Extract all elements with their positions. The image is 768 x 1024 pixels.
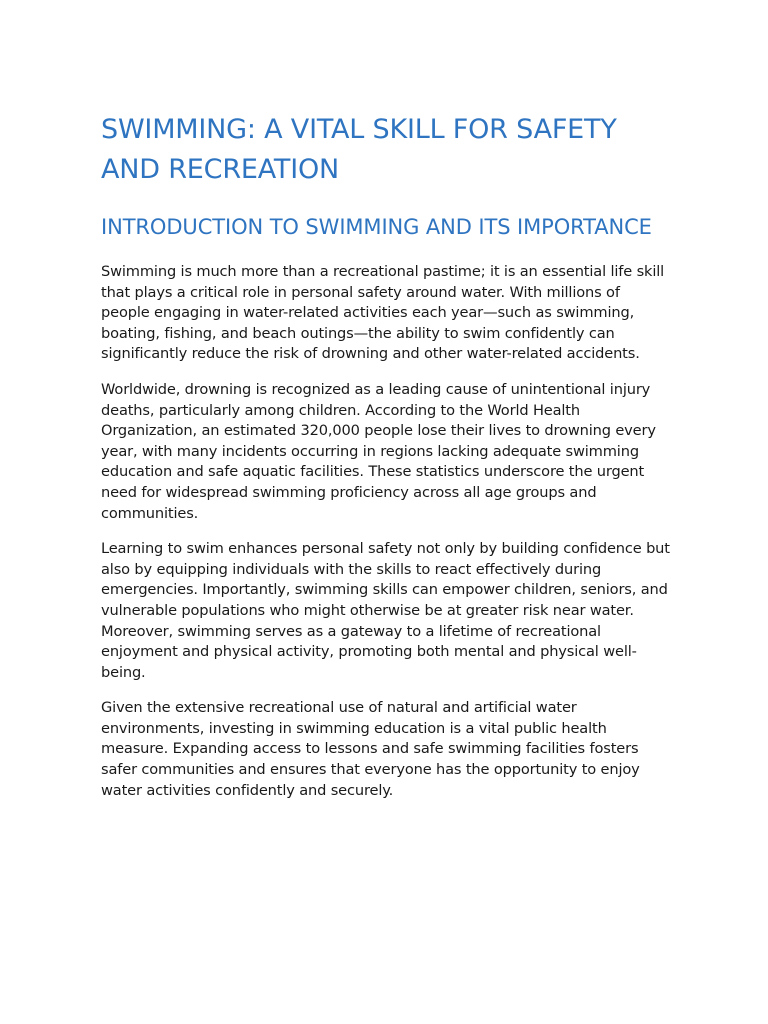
document-title: SWIMMING: A VITAL SKILL FOR SAFETY AND RECREATION (101, 114, 617, 185)
section-heading: INTRODUCTION TO SWIMMING AND ITS IMPORTANCE (101, 215, 652, 239)
paragraph-1: Swimming is much more than a recreational pastime; it is an essential life skill that plays a critical role in personal safety around water. With millions of people engaging in water-related activities each year—such as swimming, boating, fishing, and beach outings—the ability to swim confidently can significantly reduce the risk of drowning and other water-related accidents. (101, 263, 665, 363)
paragraph-3: Learning to swim enhances personal safety not only by building confidence but also by equipping individuals with the skills to react effectively during emergencies. Importantly, swimming skills can empower children, seniors, and vulnerable populations who might otherwise be at greater risk near water. Moreover, swimming serves as a gateway to a lifetime of recreational enjoyment and physical activity, promoting both mental and physical well-being. (101, 540, 670, 681)
document-body (101, 262, 671, 801)
paragraph-4: Given the extensive recreational use of natural and artificial water environments, investing in swimming education is a vital public health measure. Expanding access to lessons and safe swimming facilities fosters safer communities and ensures that everyone has the opportunity to enjoy water activities confidently and securely. (101, 699, 640, 799)
document-page (101, 110, 671, 816)
paragraph-2: Worldwide, drowning is recognized as a leading cause of unintentional injury deaths, particularly among children. According to the World Health Organization, an estimated 320,000 people lose their lives to drowning every year, with many incidents occurring in regions lacking adequate swimming education and safe aquatic facilities. These statistics underscore the urgent need for widespread swimming proficiency across all age groups and communities. (101, 380, 656, 522)
